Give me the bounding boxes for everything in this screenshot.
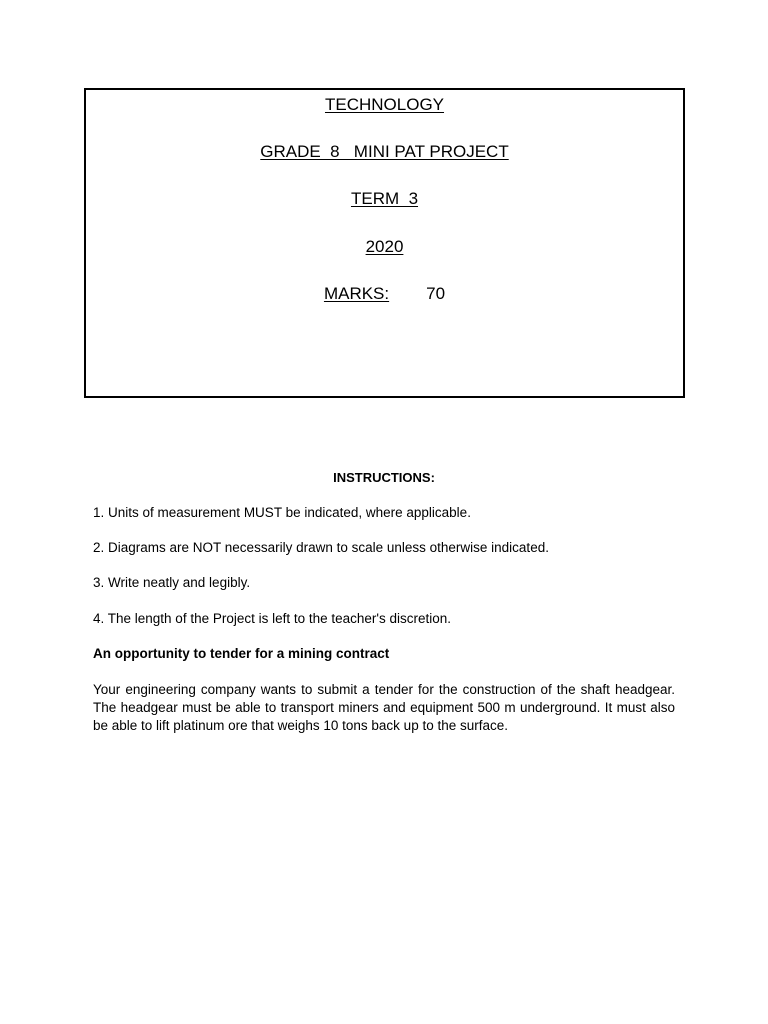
section-heading: An opportunity to tender for a mining contract: [93, 646, 390, 661]
subject-title: [86, 94, 683, 116]
marks-line: [86, 283, 683, 305]
instruction-item-4: 4. The length of the Project is left to the teacher's discretion.: [93, 611, 452, 626]
instruction-item-3: 3. Write neatly and legibly.: [93, 575, 251, 590]
project-text: GRADE 8 MINI PAT PROJECT: [260, 142, 509, 161]
instructions-heading: INSTRUCTIONS:: [333, 470, 435, 485]
subject-text: TECHNOLOGY: [324, 95, 445, 114]
term-title: [86, 188, 683, 210]
project-title: [86, 141, 683, 163]
marks-wrap: [324, 283, 445, 305]
marks-label: MARKS:: [323, 284, 390, 303]
year-title: [86, 236, 683, 258]
year-text: 2020: [365, 237, 404, 256]
title-box: [84, 88, 685, 398]
marks-value: 70: [426, 284, 446, 303]
instruction-item-1: 1. Units of measurement MUST be indicated, where applicable.: [93, 505, 471, 520]
instruction-item-2: 2. Diagrams are NOT necessarily drawn to scale unless otherwise indicated.: [93, 540, 549, 555]
section-paragraph: Your engineering company wants to submit a tender for the construction of the shaft headgear. The headgear must be able to transport miners and equipment 500 m underground. It must also be able to lift platinum ore that weighs 10 tons back up to the surface.: [93, 682, 675, 733]
term-text: TERM 3: [350, 189, 419, 208]
